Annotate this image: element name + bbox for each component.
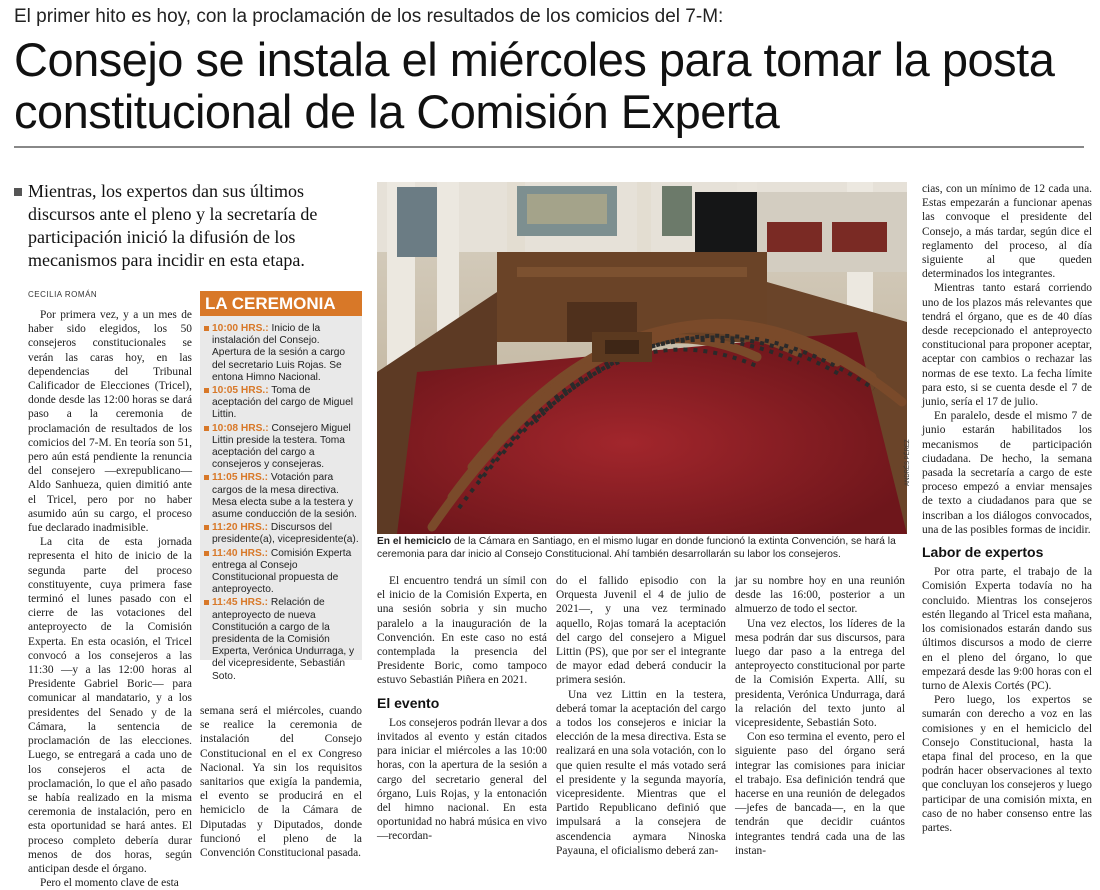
caption-lead: En el hemiciclo: [377, 536, 452, 547]
bullet-square-icon: [204, 475, 209, 480]
schedule-item: [204, 522, 359, 546]
schedule-item: [204, 597, 359, 682]
bullet-square-icon: [204, 426, 209, 431]
schedule-text: Comisión Experta entrega al Consejo Constitucional propuesta de anteproyecto.: [212, 547, 352, 596]
article-column-6: [922, 182, 1092, 864]
paragraph: do el fallido episodio con la Orquesta Juvenil el 4 de julio de 2021—, y una vez terminado aquello, Rojas tomará la aceptación del cargo del consejero a Miguel Littin (PS), que por ser el integrante de mayor edad deberá conducir la primera sesión.: [556, 575, 726, 687]
paragraph: cias, con un mínimo de 12 cada una. Estas empezarán a funcionar apenas las convoque el presidente del Consejo, a más tardar, según dice el reglamento del proceso, al día siguiente al que queden determinados los integrantes.: [922, 183, 1092, 281]
schedule-item: [204, 423, 359, 472]
paragraph: Pero el momento clave de esta: [40, 877, 179, 890]
schedule-time: 10:08 HRS.:: [212, 422, 269, 434]
schedule-time: 10:00 HRS.:: [212, 323, 269, 334]
schedule-text: Relación de anteproyecto de nueva Constitución a cargo de la presidenta de la Comisión Experta, Verónica Undurraga, y del vicepresidente, Sebastián Soto.: [212, 597, 355, 682]
schedule-item: [204, 385, 359, 422]
bullet-square-icon: [204, 551, 209, 556]
paragraph: La cita de esta jornada representa el hito de inicio de la segunda parte del proceso constituyente, cuya primera fase terminó el lunes pasado con el cierre de las votaciones del anteproyecto de la Comisión Experta. En esta ocasión, el Tricel convocó a los consejeros a las 11:30 —y a las 12:00 horas al Presidente Gabriel Boric— para comunicar al mandatario, y a los presidentes del Senado y de la Cámara, la sentencia de proclamación de las elecciones. Luego, se entregará a cada uno de los consejeros el acta de proclamación, lo que el año pasado se había realizado en la misma ceremonia de instalación, pero en esta oportunidad se hará antes. El proceso completo debería durar menos de dos horas, según anticipan desde el órgano.: [28, 536, 192, 875]
bullet-square-icon: [204, 388, 209, 393]
schedule-text: Toma de aceptación del cargo de Miguel Littin.: [212, 385, 354, 421]
photo-caption: [377, 535, 907, 561]
headline: Consejo se instala el miércoles para tomar la posta constitucional de la Comisión Experta: [14, 33, 1055, 138]
schedule-item: [204, 548, 359, 597]
byline: CECILIA ROMÁN: [28, 290, 98, 299]
schedule-text: Inicio de la instalación del Consejo. Apertura de la sesión a cargo del secretario Luis Rojas. Se entona Himno Nacional.: [212, 323, 346, 383]
paragraph: El encuentro tendrá un símil con el inicio de la Comisión Experta, en una sesión sobria y sin mucho paralelo a la inauguración de la Convención. En este caso no está contemplada la presencia del Presidente Boric, como tampoco estuvo Sebastián Piñera en 2021.: [377, 575, 547, 687]
bullet-square-icon: [204, 326, 209, 331]
schedule-text: Votación para cargos de la mesa directiva. Mesa electa sube a la testera y asume conducción de la sesión.: [212, 472, 357, 521]
schedule-text: Consejero Miguel Littin preside la testera. Toma aceptación del cargo a consejeros y consejeras.: [212, 422, 351, 471]
sidebar-title: LA CEREMONIA: [200, 291, 362, 316]
paragraph: Con eso termina el evento, pero el siguiente paso del órgano será integrar las comisiones para iniciar el trabajo. Esa definición tendrá que hacerse en una reunión de delegados —jefes de bancada—, en la que tendrán que decidir cuántos integrantes tendrá cada una de las instan-: [735, 731, 905, 857]
deck: Mientras, los expertos dan sus últimos discursos ante el pleno y la secretaría de participación inició la difusión de los mecanismos para incidir en esta etapa.: [28, 181, 318, 270]
divider: [14, 146, 1084, 148]
paragraph: jar su nombre hoy en una reunión desde las 16:00, posterior a un almuerzo de todo el sector.: [735, 575, 905, 616]
schedule-text: Discursos del presidente(a), vicepresidente(a).: [212, 522, 359, 546]
deck-marker: [14, 188, 22, 196]
hemicycle-photo: [377, 182, 907, 534]
article-column-2: [200, 704, 362, 864]
caption-text: de la Cámara en Santiago, en el mismo lugar en donde funcionó la extinta Convención, se hará la ceremonia para dar inicio al Consejo Constitucional. Ahí también desarrollarán su labor los consejeros.: [377, 536, 896, 560]
paragraph: Mientras tanto estará corriendo uno de los plazos más relevantes que tendrá el órgano, que es de 40 días desde recepcionado el anteproyecto constitucional para proponer aceptar, aceptar con cambios o rechazar las normas de ese texto. La fecha límite para esto, si se cuenta desde el 7 de junio, sería el 17 de julio.: [922, 282, 1092, 409]
schedule-time: 11:05 HRS.:: [212, 472, 269, 484]
article-column-3: [377, 574, 547, 864]
paragraph: Por primera vez, y a un mes de haber sido elegidos, los 50 consejeros constitucionales se verán las caras hoy, en las dependencias del Tribunal Calificador de Elecciones (Tricel), donde desde las 12:00 horas se dará paso a la ceremonia de proclamación de resultados de los comicios del 7-M. En teoría son 51, pero aún está pendiente la renuncia del consejero —exrepublicano— Aldo Sanhueza, quien dimitió ante el Tricel, pero por no haber asumido aún su cargo, el proceso fue declarado inadmisible.: [28, 309, 192, 535]
ceremony-schedule: [204, 323, 359, 684]
schedule-time: 10:05 HRS.:: [212, 385, 269, 397]
schedule-item: [204, 323, 359, 384]
subhead-labor-de-expertos: Labor de expertos: [922, 544, 1044, 561]
article-column-5: [735, 574, 905, 864]
schedule-time: 11:45 HRS.:: [212, 597, 269, 609]
paragraph: Una vez electos, los líderes de la mesa podrán dar sus discursos, para luego dar paso a la entrega del anteproyecto constitucional por parte de la Comisión Experta. Allí, su presidenta, Verónica Undurraga, dará la relación del texto junto al vicepresidente, Sebastián Soto.: [735, 617, 905, 730]
bullet-square-icon: [204, 525, 209, 530]
paragraph: semana será el miércoles, cuando se realice la ceremonia de instalación del Consejo Constitucional en el ex Congreso Nacional. Ya sin los requisitos sanitarios que exigía la pandemia, el evento se producirá en el hemiciclo de la Cámara de Diputadas y Diputados, donde funcionó el pleno de la Convención Constitucional pasada.: [200, 705, 362, 860]
bullet-square-icon: [204, 600, 209, 605]
ceremony-sidebar: [200, 291, 362, 682]
photo-credit: ANDRÉS PÉREZ: [905, 439, 911, 486]
schedule-time: 11:20 HRS.:: [212, 522, 269, 534]
paragraph: Los consejeros podrán llevar a dos invitados al evento y están citados para iniciar el miércoles a las 10:00 horas, con la apertura de la sesión a cargo del secretario general del órgano, Luis Rojas, y la entonación del himno nacional. En esta oportunidad no habrá música en vivo —recordan-: [377, 716, 547, 843]
article-column-1: [28, 308, 192, 890]
schedule-item: [204, 472, 359, 521]
kicker: El primer hito es hoy, con la proclamación de los resultados de los comicios del 7-M:: [14, 6, 724, 27]
paragraph: En paralelo, desde el mismo 7 de junio estarán habilitados los mecanismos de participación ciudadana. De hecho, la semana pasada la secretaría a cargo de este proceso empezó a enviar mensajes de texto a ciudadanos para que se inscriban a los diálogos convocados, una de las posibles formas de incidir.: [922, 410, 1092, 536]
paragraph: Una vez Littin en la testera, deberá tomar la aceptación del cargo a todos los consejeros e iniciar la elección de la mesa directiva. Esta se realizará en una sola votación, con lo que quien resulte el más votado será el presidente y la segunda mayoría, vicepresidente. Mientras que el Partido Republicano definió que impulsará a la consejera de ascendencia aymara Ninoska Payauna, el oficialismo deberá zan-: [556, 688, 726, 857]
paragraph: Por otra parte, el trabajo de la Comisión Experta todavía no ha concluido. Mientras los consejeros estén llegando al Tricel esta mañana, los comisionados estarán dando sus últimos discursos a modo de cierre en el pleno del órgano, lo que empezará desde las 9:00 horas con el turno de Alexis Cortés (PC).: [922, 566, 1092, 692]
paragraph: Pero luego, los expertos se sumarán con derecho a voz en las comisiones y en el hemiciclo del Consejo Constitucional, hasta la etapa final del proceso, en la que podrán hacer observaciones al texto que concluyan los consejeros y luego participar de una comisión mixta, en caso de no haber consenso entre las partes.: [922, 694, 1092, 834]
article-column-4: [556, 574, 726, 864]
schedule-time: 11:40 HRS.:: [212, 547, 269, 559]
subhead-el-evento: El evento: [377, 694, 440, 711]
